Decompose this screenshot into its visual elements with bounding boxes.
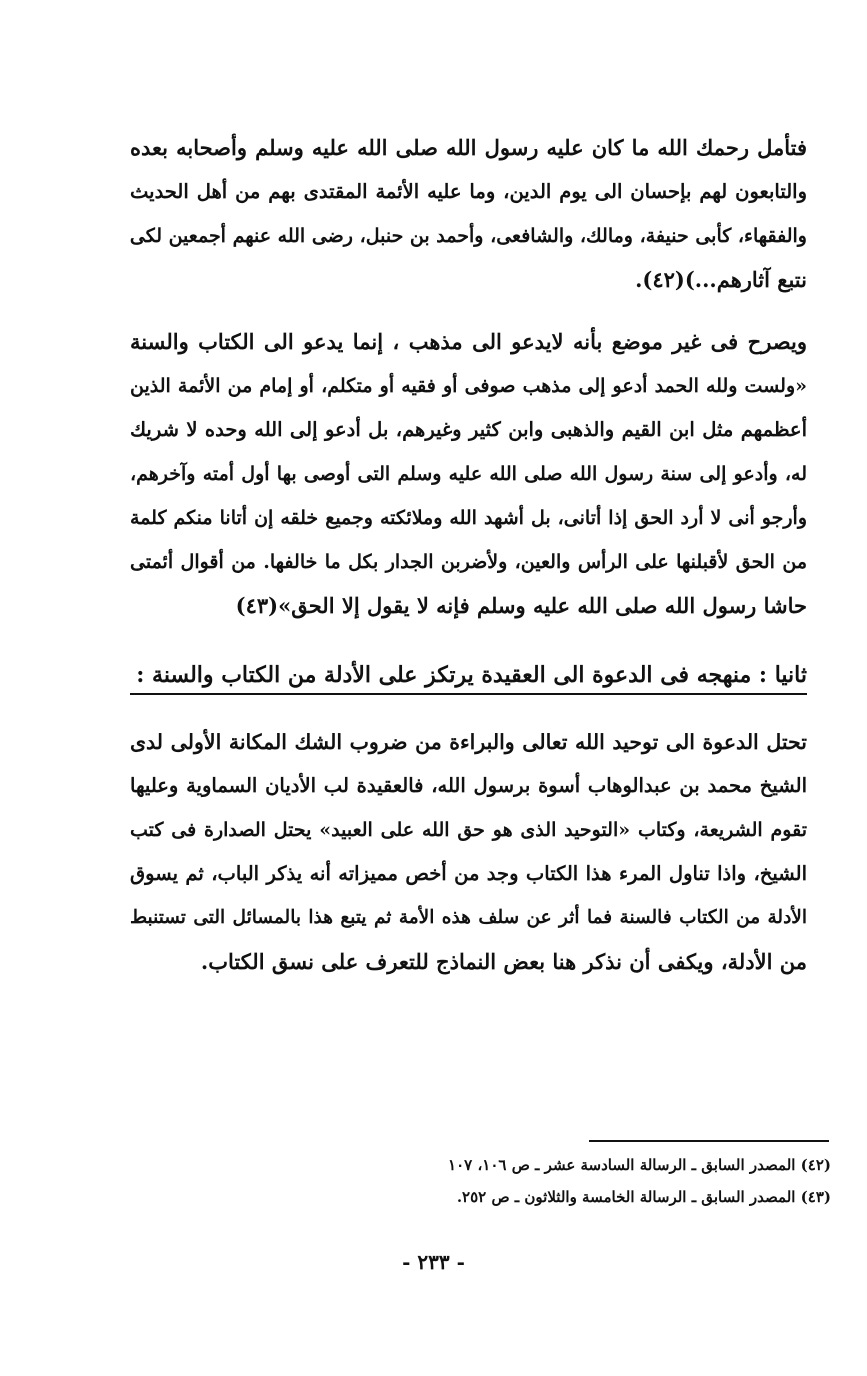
- paragraph-2-line-3: أعظمهم مثل ابن القيم والذهبى وابن كثير وغيرهم، بل أدعو إلى الله وحده لا شريك: [130, 418, 807, 441]
- paragraph-3-line-6: من الأدلة، ويكفى أن نذكر هنا بعض النماذج للتعرف على نسق الكتاب.: [200, 949, 807, 974]
- paragraph-3-line-4: الشيخ، واذا تناول المرء هذا الكتاب وجد من أخص مميزاته أنه يذكر الباب، ثم يسوق: [130, 862, 807, 885]
- page-number: - ٢٣٣ -: [402, 1250, 465, 1274]
- paragraph-3-line-5: الأدلة من الكتاب فالسنة فما أثر عن سلف هذه الأمة ثم يتبع هذا بالمسائل التى تستنبط: [130, 907, 807, 928]
- paragraph-3-line-2: الشيخ محمد بن عبدالوهاب أسوة برسول الله، فالعقيدة لب الأديان السماوية وعليها: [130, 774, 807, 797]
- paragraph-2-line-6: من الحق لأقبلنها على الرأس والعين، ولأضربن الجدار بكل ما خالفها. من أقوال أئمتى: [130, 551, 807, 573]
- paragraph-2-line-1: ويصرح فى غير موضع بأنه لايدعو الى مذهب ، إنما يدعو الى الكتاب والسنة: [130, 329, 807, 354]
- footnote-separator: [589, 1140, 829, 1142]
- paragraph-2-line-7: حاشا رسول الله صلى الله عليه وسلم فإنه لا يقول إلا الحق»(٤٣): [235, 593, 807, 618]
- paragraph-2-line-5: وأرجو أنى لا أرد الحق إذا أتانى، بل أشهد الله وملائكته وجميع خلقه إن أتانا منكم كلمة: [130, 507, 807, 529]
- paragraph-3-line-1: تحتل الدعوة الى توحيد الله تعالى والبراءة من ضروب الشك المكانة الأولى لدى: [130, 730, 807, 754]
- paragraph-1-line-2: والتابعون لهم بإحسان الى يوم الدين، وما عليه الأئمة المقتدى بهم من أهل الحديث: [130, 180, 807, 203]
- footnote-43: (٤٣) المصدر السابق ـ الرسالة الخامسة والثلاثون ـ ص ٢٥٢.: [456, 1188, 831, 1206]
- paragraph-2-line-4: له، وأدعو إلى سنة رسول الله صلى الله عليه وسلم التى أوصى بها أول أمته وآخرهم،: [130, 463, 807, 485]
- paragraph-1-line-1: فتأمل رحمك الله ما كان عليه رسول الله صلى الله عليه وسلم وأصحابه بعده: [130, 135, 807, 160]
- paragraph-1-line-4: نتبع آثارهم...)(٤٢).: [635, 267, 807, 292]
- paragraph-2-line-2: «ولست ولله الحمد أدعو إلى مذهب صوفى أو فقيه أو متكلم، أو إمام من الأئمة الذين: [130, 375, 807, 397]
- footnote-42: (٤٢) المصدر السابق ـ الرسالة السادسة عشر ـ ص ١٠٦، ١٠٧: [448, 1156, 831, 1174]
- paragraph-1-line-3: والفقهاء، كأبى حنيفة، ومالك، والشافعى، وأحمد بن حنبل، رضى الله عنهم أجمعين لكى: [129, 225, 807, 247]
- heading-underline: [130, 693, 807, 695]
- section-heading: ثانيا : منهجه فى الدعوة الى العقيدة يرتكز على الأدلة من الكتاب والسنة :: [136, 662, 807, 688]
- paragraph-3-line-3: تقوم الشريعة، وكتاب «التوحيد الذى هو حق الله على العبيد» يحتل الصدارة فى كتب: [130, 819, 807, 841]
